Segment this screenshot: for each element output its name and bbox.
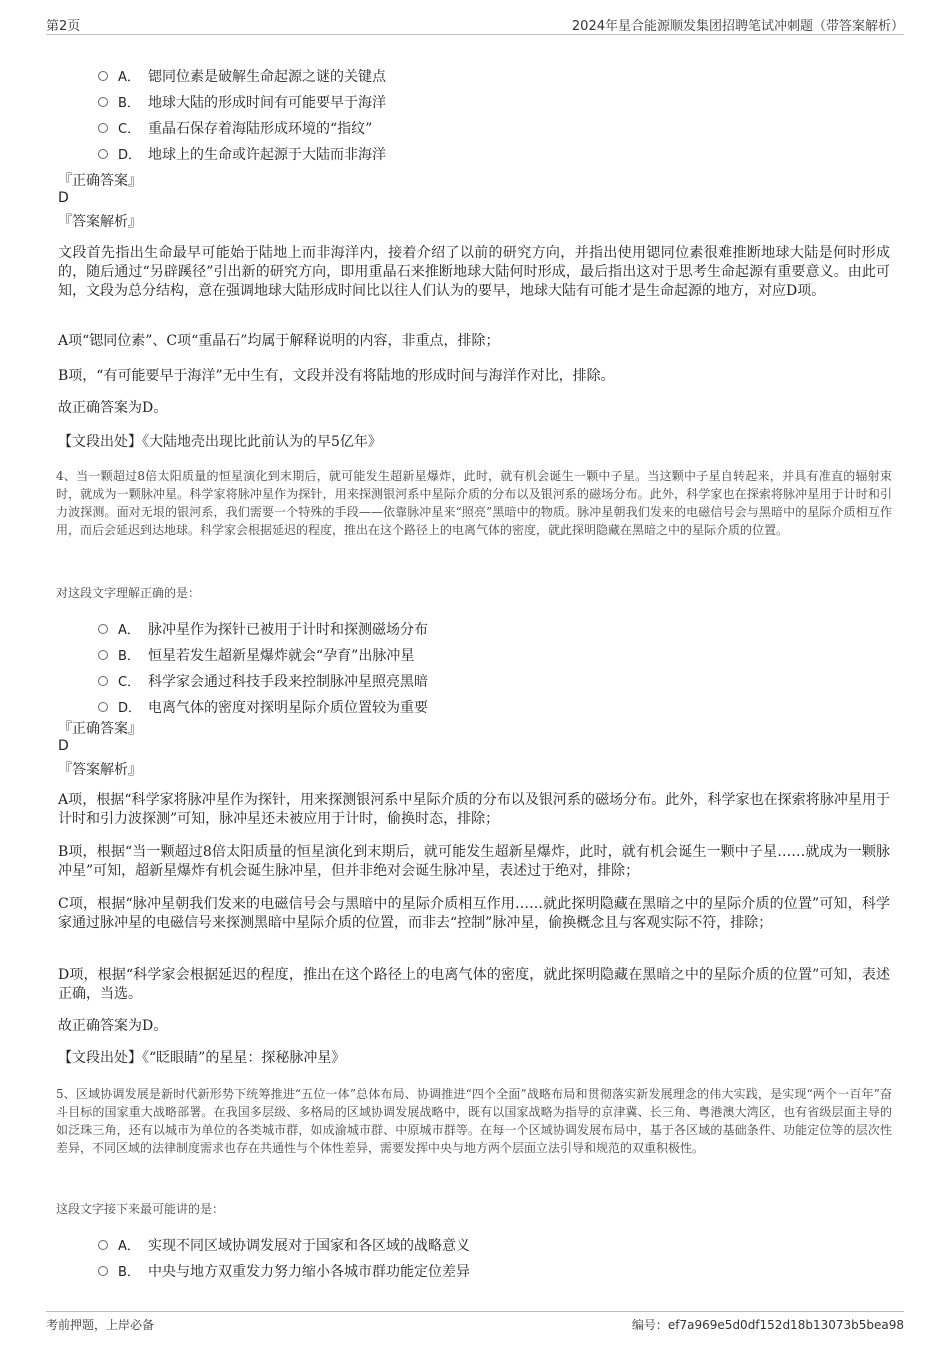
analysis-label: 『答案解析』	[58, 214, 142, 230]
radio-icon[interactable]	[98, 1266, 108, 1276]
analysis-paragraph: B项，“有可能要早于海洋”无中生有，文段并没有将陆地的形成时间与海洋作对比，排除。	[58, 368, 615, 384]
q5-option-b[interactable]: B． 中央与地方双重发力努力缩小各城市群功能定位差异	[98, 1261, 470, 1281]
analysis-paragraph: B项，根据“当一颗超过8倍太阳质量的恒星演化到末期后，就可能发生超新星爆炸，此时，就有机会诞生一颗中子星……就成为一颗脉冲星”可知，超新星爆炸有机会诞生脉冲星，但并非绝对会诞生脉冲星，表述过于绝对，排除；	[58, 844, 890, 879]
analysis-conclusion: 故正确答案为D。	[58, 1018, 168, 1034]
analysis-paragraph: D项，根据“科学家会根据延迟的程度，推出在这个路径上的电离气体的密度，就此探明隐藏在黑暗之中的星际介质的位置”可知，表述正确，当选。	[58, 967, 890, 1002]
radio-icon[interactable]	[98, 1240, 108, 1250]
radio-icon[interactable]	[98, 71, 108, 81]
correct-answer: D	[58, 190, 69, 206]
analysis-label: 『答案解析』	[58, 762, 142, 778]
q3-option-a[interactable]: A． 锶同位素是破解生命起源之谜的关键点	[98, 66, 386, 86]
correct-answer-label: 『正确答案』	[58, 173, 142, 189]
radio-icon[interactable]	[98, 97, 108, 107]
analysis-paragraph: C项，根据“脉冲星朝我们发来的电磁信号会与黑暗中的星际介质相互作用……就此探明隐藏在黑暗之中的星际介质的位置”可知，科学家通过脉冲星的电磁信号来探测黑暗中星际介质的位置，而非去“控制”脉冲星，偷换概念且与客观实际不符，排除；	[58, 896, 890, 931]
q4-option-a[interactable]: A． 脉冲星作为探针已被用于计时和探测磁场分布	[98, 619, 428, 639]
q4-option-d[interactable]: D． 电离气体的密度对探明星际介质位置较为重要	[98, 697, 428, 717]
radio-icon[interactable]	[98, 149, 108, 159]
radio-icon[interactable]	[98, 624, 108, 634]
document-title: 2024年星合能源顺发集团招聘笔试冲刺题（带答案解析）	[571, 19, 904, 34]
question-text: 4、当一颗超过8倍太阳质量的恒星演化到末期后，就可能发生超新星爆炸，此时，就有机会诞生一颗中子星。当这颗中子星自转起来，并具有准直的辐射束时，就成为一颗脉冲星。科学家将脉冲星作为探针，用来探测银河系中星际介质的分布以及银河系的磁场分布。此外，科学家也在探索将脉冲星用于计时和引力波探测。面对无垠的银河系，我们需要一个特殊的手段——依靠脉冲星来“照亮”黑暗中的物质。脉冲星朝我们发来的电磁信号会与黑暗中的星际介质相互作用，而后会延迟到达地球。科学家会根据延迟的程度，推出在这个路径上的电离气体的密度，就此探明隐藏在黑暗之中的星际介质的位置。	[56, 469, 892, 537]
source-citation: 【文段出处】《大陆地壳出现比此前认为的早5亿年》	[58, 434, 382, 450]
correct-answer: D	[58, 738, 69, 754]
analysis-paragraph: 文段首先指出生命最早可能始于陆地上而非海洋内，接着介绍了以前的研究方向，并指出使用锶同位素很难推断地球大陆是何时形成的，随后通过“另辟蹊径”引出新的研究方向，即用重晶石来推断地球大陆何时形成，最后指出这对于思考生命起源有重要意义。由此可知，文段为总分结构，意在强调地球大陆形成时间比以往人们认为的要早，地球大陆有可能才是生命起源的地方，对应D项。	[58, 245, 890, 299]
q3-option-b[interactable]: B． 地球大陆的形成时间有可能要早于海洋	[98, 92, 386, 112]
radio-icon[interactable]	[98, 676, 108, 686]
radio-icon[interactable]	[98, 702, 108, 712]
page-header	[46, 12, 904, 35]
page-footer	[46, 1311, 904, 1336]
radio-icon[interactable]	[98, 123, 108, 133]
document-id: 编号：ef7a969e5d0df152d18b13073b5bea98	[631, 1318, 904, 1332]
radio-icon[interactable]	[98, 650, 108, 660]
q3-option-c[interactable]: C． 重晶石保存着海陆形成环境的“指纹”	[98, 118, 372, 138]
footer-slogan: 考前押题，上岸必备	[46, 1318, 155, 1332]
question-prompt: 对这段文字理解正确的是：	[56, 586, 201, 600]
q3-option-d[interactable]: D． 地球上的生命或许起源于大陆而非海洋	[98, 144, 386, 164]
question-prompt: 这段文字接下来最可能讲的是：	[56, 1202, 225, 1216]
correct-answer-label: 『正确答案』	[58, 721, 142, 737]
analysis-conclusion: 故正确答案为D。	[58, 400, 168, 416]
question-text: 5、区域协调发展是新时代新形势下统筹推进“五位一体”总体布局、协调推进“四个全面”战略布局和贯彻落实新发展理念的伟大实践，是实现“两个一百年”奋斗目标的国家重大战略部署。在我国多层级、多格局的区域协调发展战略中，既有以国家战略为指导的京津冀、长三角、粤港澳大湾区，也有省级层面主导的如泛珠三角，还有以城市为单位的各类城市群，如成渝城市群、中原城市群等。在每一个区域协调发展布局中，基于各区域的基础条件、功能定位等的层次性差异，不同区域的法律制度需求也存在共通性与个体性差异，需要发挥中央与地方两个层面立法引导和规范的双重积极性。	[56, 1087, 892, 1155]
analysis-paragraph: A项，根据“科学家将脉冲星作为探针，用来探测银河系中星际介质的分布以及银河系的磁场分布。此外，科学家也在探索将脉冲星用于计时和引力波探测”可知，脉冲星还未被应用于计时，偷换时态，排除；	[58, 792, 890, 827]
q5-option-a[interactable]: A． 实现不同区域协调发展对于国家和各区域的战略意义	[98, 1235, 470, 1255]
page-number: 第2页	[46, 19, 81, 34]
q4-option-b[interactable]: B． 恒星若发生超新星爆炸就会“孕育”出脉冲星	[98, 645, 414, 665]
q4-option-c[interactable]: C． 科学家会通过科技手段来控制脉冲星照亮黑暗	[98, 671, 428, 691]
source-citation: 【文段出处】《“眨眼睛”的星星：探秘脉冲星》	[58, 1050, 346, 1066]
analysis-paragraph: A项“锶同位素”、C项“重晶石”均属于解释说明的内容，非重点，排除；	[58, 333, 500, 349]
